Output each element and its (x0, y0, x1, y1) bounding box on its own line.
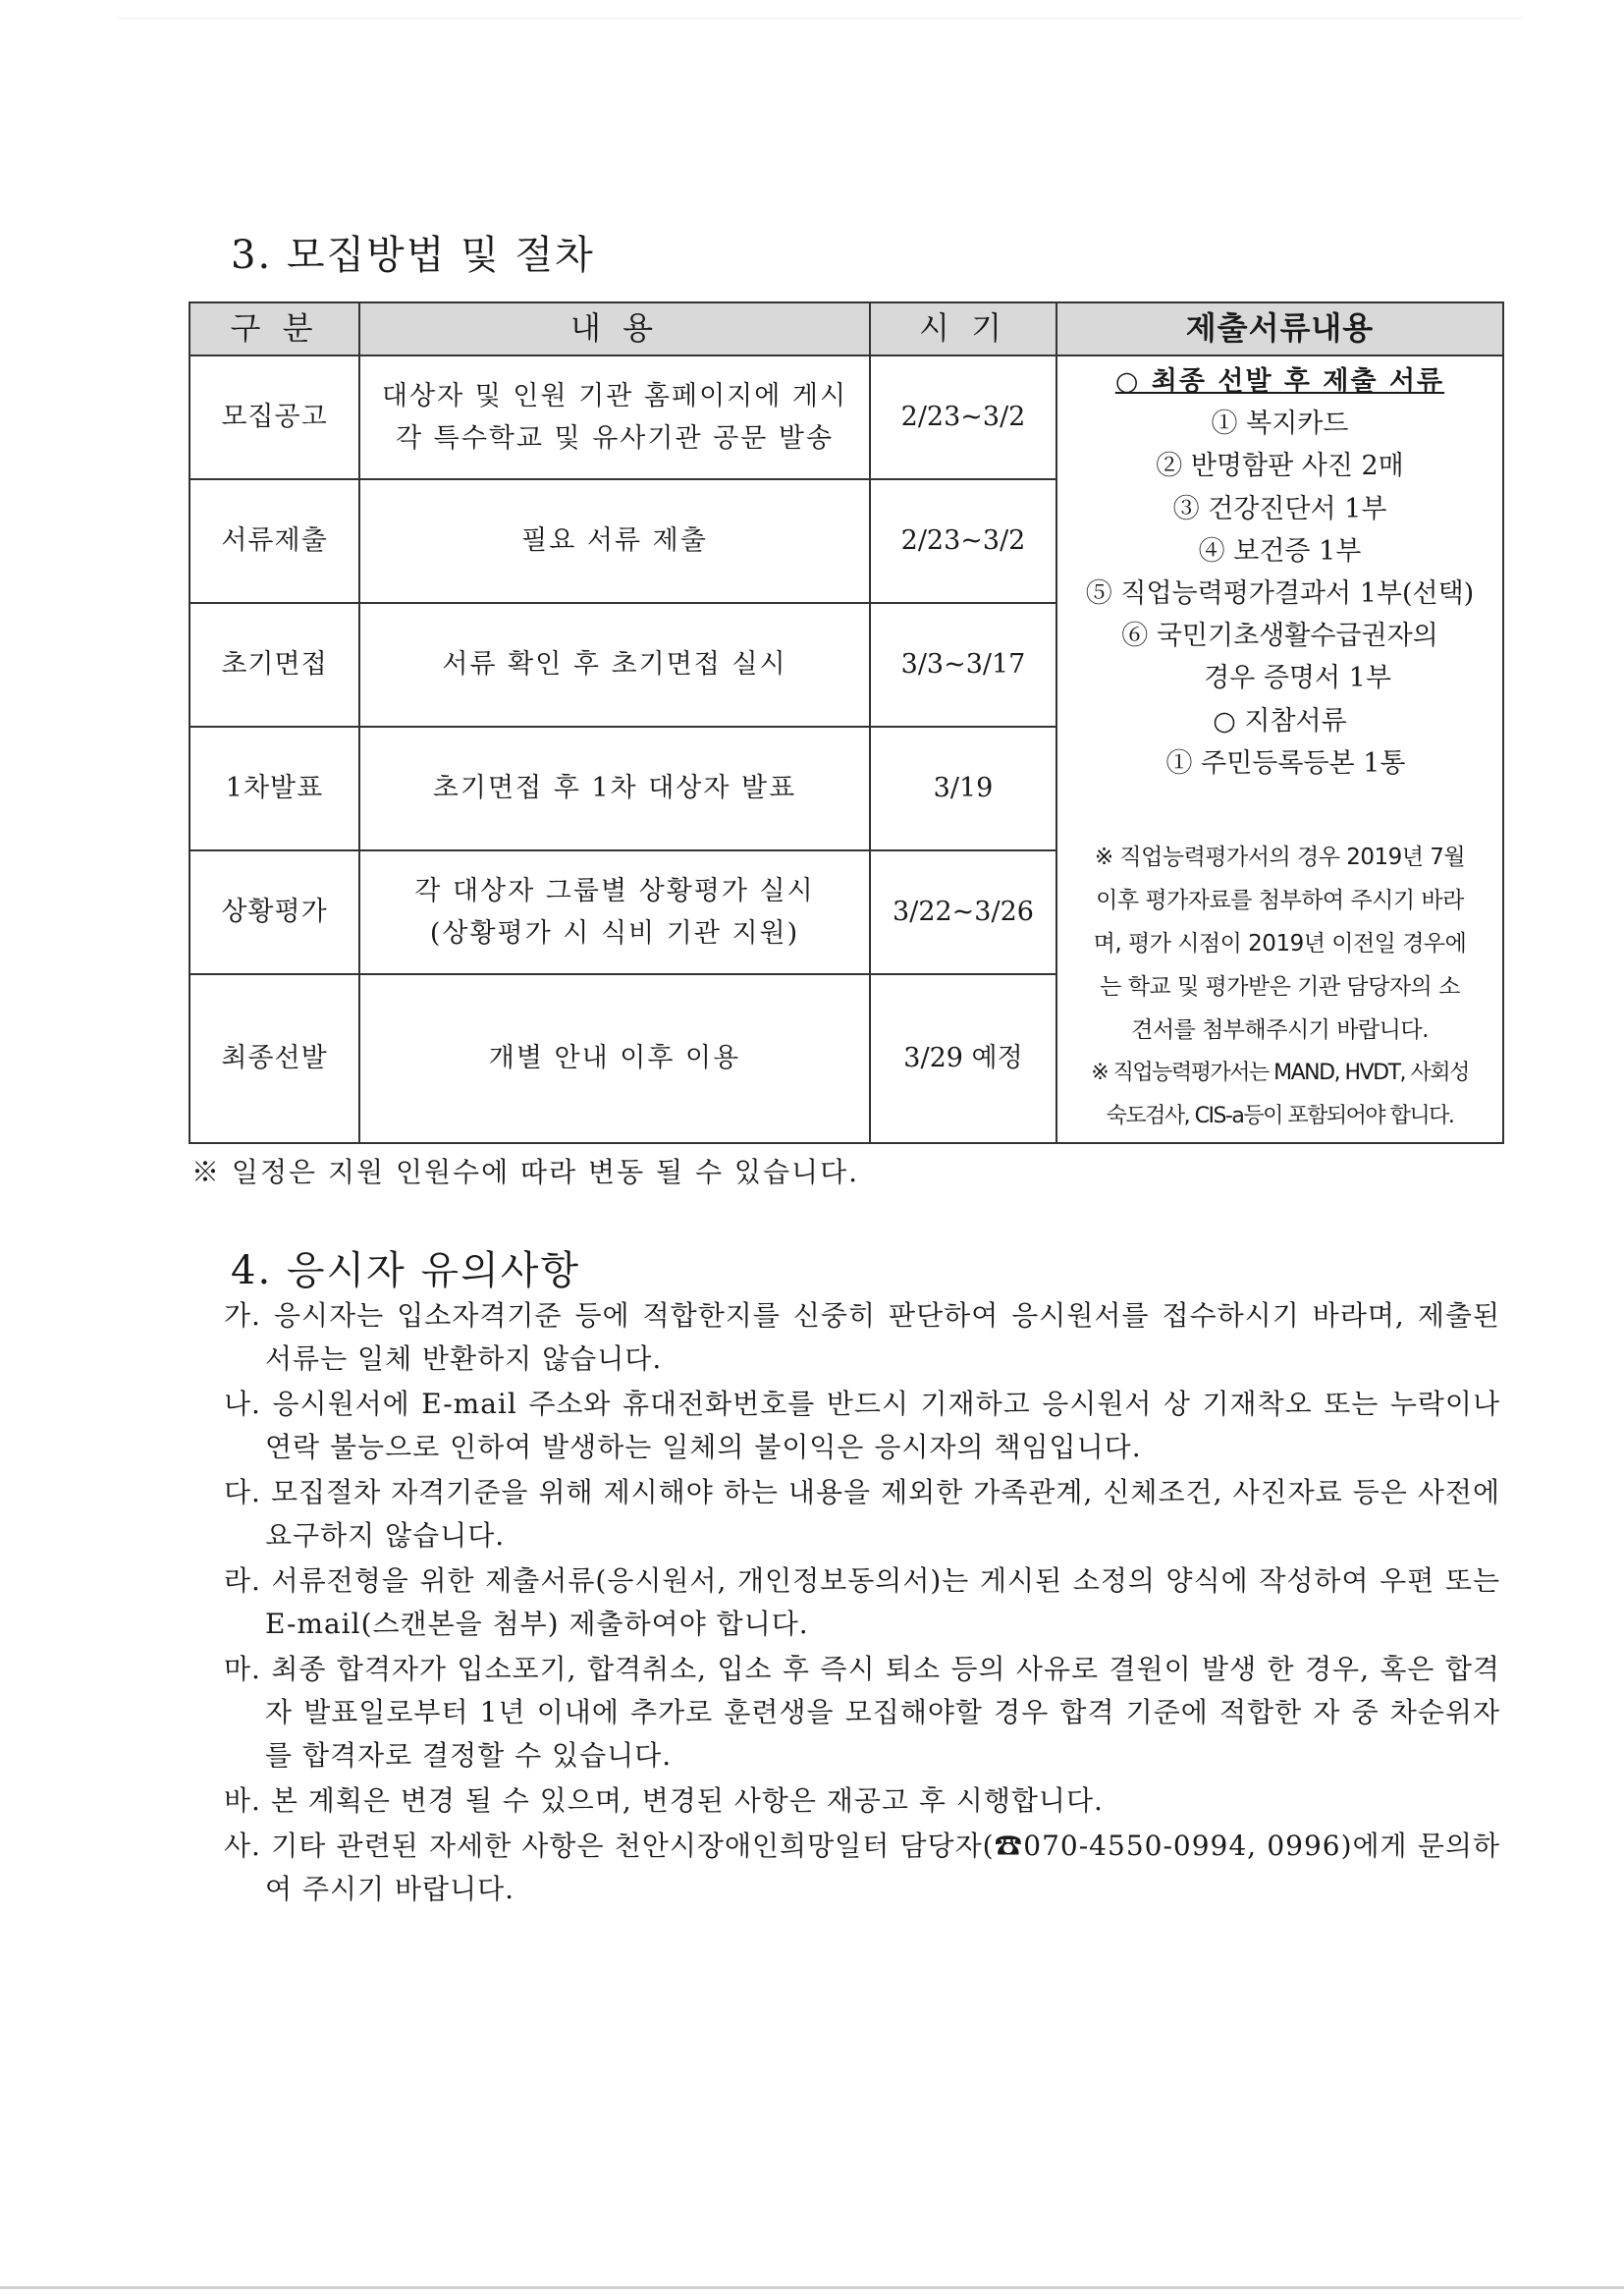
header-content: 내 용 (359, 302, 870, 355)
list-item (224, 1471, 1500, 1558)
required-documents-cell (1056, 355, 1503, 1143)
row-content-line: (상황평가 시 식비 기관 지원) (429, 918, 800, 949)
item-marker: 가. (224, 1299, 261, 1332)
row-period: 2/23~3/2 (870, 479, 1056, 603)
item-text: 서류전형을 위한 제출서류(응시원서, 개인정보동의서)는 게시된 소정의 양식에 작성하여 우편 또는 E-mail(스캔본을 첨부) 제출하여야 합니다. (265, 1564, 1500, 1640)
note-line: ※ 직업능력평가서는 MAND, HVDT, 사회성 (1091, 1060, 1469, 1085)
item-text: 기타 관련된 자세한 사항은 천안시장애인희망일터 담당자(☎070-4550-0994, 0996)에게 문의하여 주시기 바랍니다. (265, 1830, 1500, 1905)
table-header-row (189, 302, 1503, 355)
list-item (224, 1779, 1500, 1823)
row-content (359, 479, 870, 603)
item-marker: 다. (224, 1476, 261, 1508)
row-content (359, 850, 870, 974)
row-period: 3/29 예정 (870, 974, 1056, 1143)
row-category: 최종선발 (189, 974, 359, 1143)
ref-docs-heading: ○ 지참서류 (1213, 705, 1347, 737)
item-marker: 나. (224, 1388, 261, 1420)
row-content-line: 각 대상자 그룹별 상황평가 실시 (414, 875, 815, 906)
section-4-title: 4. 응시자 유의사항 (231, 1248, 581, 1293)
row-content-line: 대상자 및 인원 기관 홈페이지에 게시 (381, 380, 848, 411)
note-line: 견서를 첨부해주시기 바랍니다. (1131, 1016, 1429, 1043)
note-line: 숙도검사, CIS-a등이 포함되어야 합니다. (1106, 1103, 1454, 1128)
row-content-line: 개별 안내 이후 이용 (488, 1043, 741, 1074)
doc-item: ⑤ 직업능력평가결과서 1부(선택) (1085, 578, 1475, 609)
doc-item: ① 복지카드 (1211, 409, 1349, 440)
row-category: 상황평가 (189, 850, 359, 974)
note-line: 이후 평가자료를 첨부하여 주시기 바라 (1096, 887, 1464, 913)
row-category: 서류제출 (189, 479, 359, 603)
row-period: 2/23~3/2 (870, 355, 1056, 479)
section-3-title: 3. 모집방법 및 절차 (231, 233, 595, 278)
schedule-change-notice: ※ 일정은 지원 인원수에 따라 변동 될 수 있습니다. (191, 1156, 860, 1188)
recruitment-schedule-table (189, 301, 1504, 1144)
row-category: 초기면접 (189, 603, 359, 727)
row-category: 모집공고 (189, 355, 359, 479)
row-category: 1차발표 (189, 727, 359, 850)
table-row (189, 355, 1503, 479)
evaluation-note (1057, 836, 1502, 1052)
note-line: ※ 직업능력평가서의 경우 2019년 7월 (1094, 844, 1466, 870)
list-item (224, 1825, 1500, 1911)
header-category: 구 분 (189, 302, 359, 355)
item-text: 응시원서에 E-mail 주소와 휴대전화번호를 반드시 기재하고 응시원서 상 기재착오 또는 누락이나 연락 불능으로 인하여 발생하는 일체의 불이익은 응시자의 책임입니다. (265, 1388, 1501, 1463)
applicant-cautions-list (224, 1294, 1500, 1913)
row-period: 3/22~3/26 (870, 850, 1056, 974)
doc-item: ③ 건강진단서 1부 (1172, 493, 1387, 524)
doc-item: ① 주민등록등본 1통 (1165, 747, 1406, 779)
row-content-line: 필요 서류 제출 (521, 525, 708, 557)
list-item (224, 1648, 1500, 1777)
final-docs-heading: ○ 최종 선발 후 제출 서류 (1114, 366, 1445, 398)
row-content (359, 355, 870, 479)
doc-item: ④ 보건증 1부 (1198, 535, 1362, 567)
scan-edge-bottom (0, 2286, 1624, 2289)
list-item (224, 1294, 1500, 1381)
evaluation-tests-note (1057, 1052, 1502, 1138)
row-content-line: 각 특수학교 및 유사기관 공문 발송 (395, 423, 835, 454)
row-content (359, 727, 870, 850)
list-item (224, 1383, 1500, 1469)
item-text: 모집절차 자격기준을 위해 제시해야 하는 내용을 제외한 가족관계, 신체조건, 사진자료 등은 사전에 요구하지 않습니다. (265, 1476, 1500, 1552)
header-period: 시 기 (870, 302, 1056, 355)
row-content-line: 초기면접 후 1차 대상자 발표 (432, 773, 797, 804)
item-marker: 바. (224, 1784, 261, 1817)
item-text: 최종 합격자가 입소포기, 합격취소, 입소 후 즉시 퇴소 등의 사유로 결원이 발생 한 경우, 혹은 합격자 발표일로부터 1년 이내에 추가로 훈련생을 모집해야할 경우 합격 기준에 적합한 자 중 차순위자를 합격자로 결정할 수 있습니다. (265, 1653, 1500, 1772)
item-marker: 라. (224, 1564, 261, 1597)
item-marker: 사. (224, 1830, 261, 1862)
doc-item: 경우 증명서 1부 (1204, 663, 1391, 694)
header-docs: 제출서류내용 (1056, 302, 1503, 355)
note-line: 며, 평가 시점이 2019년 이전일 경우에 (1093, 930, 1467, 957)
note-line: 는 학교 및 평가받은 기관 담당자의 소 (1100, 973, 1460, 1000)
list-item (224, 1559, 1500, 1646)
item-text: 응시자는 입소자격기준 등에 적합한지를 신중히 판단하여 응시원서를 접수하시기 바라며, 제출된 서류는 일체 반환하지 않습니다. (265, 1299, 1500, 1375)
row-period: 3/19 (870, 727, 1056, 850)
doc-item: ⑥ 국민기초생활수급권자의 (1121, 621, 1438, 652)
item-marker: 마. (224, 1653, 261, 1685)
row-content-line: 서류 확인 후 초기면접 실시 (442, 649, 787, 681)
row-content (359, 603, 870, 727)
row-period: 3/3~3/17 (870, 603, 1056, 727)
doc-item: ② 반명함판 사진 2매 (1156, 451, 1404, 482)
row-content (359, 974, 870, 1143)
item-text: 본 계획은 변경 될 수 있으며, 변경된 사항은 재공고 후 시행합니다. (270, 1784, 1104, 1817)
scan-edge-top (118, 18, 1522, 19)
